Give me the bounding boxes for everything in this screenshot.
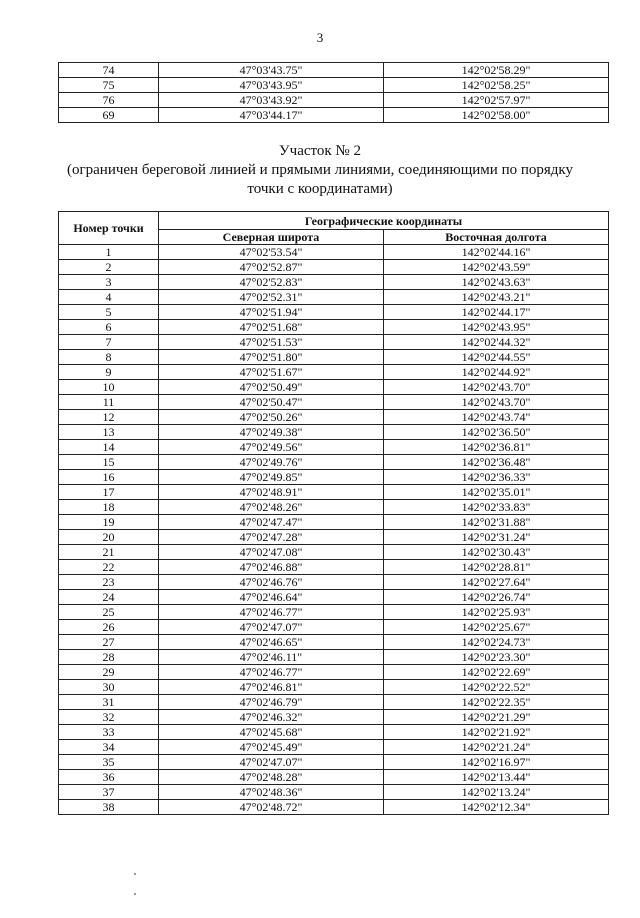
table-row — [59, 320, 609, 335]
longitude-cell: 142°02'24.73" — [384, 635, 609, 650]
table-row — [59, 800, 609, 815]
latitude-cell: 47°02'49.56" — [159, 440, 384, 455]
table-row — [59, 755, 609, 770]
latitude-cell: 47°03'43.75" — [159, 63, 384, 78]
table-row — [59, 515, 609, 530]
page-number: 3 — [316, 30, 324, 45]
point-number-cell: 1 — [59, 245, 159, 260]
latitude-cell: 47°02'46.88" — [159, 560, 384, 575]
latitude-cell: 47°02'52.31" — [159, 290, 384, 305]
table-row — [59, 650, 609, 665]
table-row — [59, 275, 609, 290]
latitude-cell: 47°02'52.83" — [159, 275, 384, 290]
table-row — [59, 440, 609, 455]
longitude-cell: 142°02'57.97" — [384, 93, 609, 108]
table-row — [59, 620, 609, 635]
longitude-cell: 142°02'28.81" — [384, 560, 609, 575]
header-latitude: Северная широта — [159, 230, 384, 245]
longitude-cell: 142°02'58.29" — [384, 63, 609, 78]
longitude-cell: 142°02'44.32" — [384, 335, 609, 350]
longitude-cell: 142°02'43.95" — [384, 320, 609, 335]
point-number-cell: 32 — [59, 710, 159, 725]
longitude-cell: 142°02'27.64" — [384, 575, 609, 590]
point-number-cell: 26 — [59, 620, 159, 635]
longitude-cell: 142°02'25.93" — [384, 605, 609, 620]
latitude-cell: 47°02'51.94" — [159, 305, 384, 320]
point-number-cell: 33 — [59, 725, 159, 740]
point-number-cell: 69 — [59, 108, 159, 123]
table-row — [59, 605, 609, 620]
table-row — [59, 545, 609, 560]
latitude-cell: 47°02'53.54" — [159, 245, 384, 260]
section-description-line1: (ограничен береговой линией и прямыми линиями, соединяющими по порядку — [66, 162, 573, 178]
table-row — [59, 710, 609, 725]
scan-speck — [134, 893, 136, 895]
table-row — [59, 93, 609, 108]
latitude-cell: 47°02'48.72" — [159, 800, 384, 815]
longitude-cell: 142°02'22.52" — [384, 680, 609, 695]
table-row — [59, 108, 609, 123]
latitude-cell: 47°02'46.79" — [159, 695, 384, 710]
longitude-cell: 142°02'13.44" — [384, 770, 609, 785]
section-description-line2: точки с координатами) — [247, 181, 393, 197]
latitude-cell: 47°02'45.68" — [159, 725, 384, 740]
latitude-cell: 47°02'50.47" — [159, 395, 384, 410]
scan-speck — [134, 873, 136, 875]
point-number-cell: 19 — [59, 515, 159, 530]
point-number-cell: 13 — [59, 425, 159, 440]
point-number-cell: 21 — [59, 545, 159, 560]
latitude-cell: 47°02'47.28" — [159, 530, 384, 545]
latitude-cell: 47°02'48.28" — [159, 770, 384, 785]
longitude-cell: 142°02'44.17" — [384, 305, 609, 320]
continued-coordinates-table — [58, 62, 609, 123]
section-heading — [0, 142, 640, 199]
table-row — [59, 305, 609, 320]
coordinates-table-body — [59, 245, 609, 815]
point-number-cell: 14 — [59, 440, 159, 455]
longitude-cell: 142°02'30.43" — [384, 545, 609, 560]
table-row — [59, 63, 609, 78]
point-number-cell: 9 — [59, 365, 159, 380]
table-row — [59, 575, 609, 590]
point-number-cell: 22 — [59, 560, 159, 575]
longitude-cell: 142°02'43.21" — [384, 290, 609, 305]
point-number-cell: 25 — [59, 605, 159, 620]
longitude-cell: 142°02'44.16" — [384, 245, 609, 260]
table-row — [59, 695, 609, 710]
table-row — [59, 635, 609, 650]
longitude-cell: 142°02'36.48" — [384, 455, 609, 470]
latitude-cell: 47°02'46.65" — [159, 635, 384, 650]
table-row — [59, 560, 609, 575]
latitude-cell: 47°02'45.49" — [159, 740, 384, 755]
longitude-cell: 142°02'31.24" — [384, 530, 609, 545]
point-number-cell: 23 — [59, 575, 159, 590]
latitude-cell: 47°02'51.53" — [159, 335, 384, 350]
point-number-cell: 17 — [59, 485, 159, 500]
table-row — [59, 590, 609, 605]
point-number-cell: 38 — [59, 800, 159, 815]
coordinates-table — [58, 211, 609, 815]
longitude-cell: 142°02'36.33" — [384, 470, 609, 485]
table-row — [59, 335, 609, 350]
point-number-cell: 5 — [59, 305, 159, 320]
latitude-cell: 47°03'44.17" — [159, 108, 384, 123]
longitude-cell: 142°02'58.25" — [384, 78, 609, 93]
table-row — [59, 245, 609, 260]
point-number-cell: 4 — [59, 290, 159, 305]
longitude-cell: 142°02'31.88" — [384, 515, 609, 530]
point-number-cell: 37 — [59, 785, 159, 800]
table-row — [59, 680, 609, 695]
point-number-cell: 30 — [59, 680, 159, 695]
point-number-cell: 2 — [59, 260, 159, 275]
longitude-cell: 142°02'43.59" — [384, 260, 609, 275]
longitude-cell: 142°02'44.92" — [384, 365, 609, 380]
continued-table-body — [59, 63, 609, 123]
table-row — [59, 530, 609, 545]
longitude-cell: 142°02'26.74" — [384, 590, 609, 605]
latitude-cell: 47°02'49.76" — [159, 455, 384, 470]
table-row — [59, 785, 609, 800]
longitude-cell: 142°02'22.35" — [384, 695, 609, 710]
longitude-cell: 142°02'21.24" — [384, 740, 609, 755]
table-row — [59, 470, 609, 485]
point-number-cell: 11 — [59, 395, 159, 410]
table-row — [59, 665, 609, 680]
point-number-cell: 3 — [59, 275, 159, 290]
longitude-cell: 142°02'44.55" — [384, 350, 609, 365]
longitude-cell: 142°02'16.97" — [384, 755, 609, 770]
point-number-cell: 36 — [59, 770, 159, 785]
table-row — [59, 260, 609, 275]
header-longitude: Восточная долгота — [384, 230, 609, 245]
longitude-cell: 142°02'13.24" — [384, 785, 609, 800]
latitude-cell: 47°02'50.26" — [159, 410, 384, 425]
point-number-cell: 75 — [59, 78, 159, 93]
longitude-cell: 142°02'33.83" — [384, 500, 609, 515]
point-number-cell: 18 — [59, 500, 159, 515]
table-row — [59, 380, 609, 395]
point-number-cell: 7 — [59, 335, 159, 350]
point-number-cell: 27 — [59, 635, 159, 650]
point-number-cell: 20 — [59, 530, 159, 545]
table-row — [59, 78, 609, 93]
table-row — [59, 485, 609, 500]
point-number-cell: 12 — [59, 410, 159, 425]
latitude-cell: 47°02'52.87" — [159, 260, 384, 275]
latitude-cell: 47°02'46.32" — [159, 710, 384, 725]
longitude-cell: 142°02'36.81" — [384, 440, 609, 455]
longitude-cell: 142°02'43.63" — [384, 275, 609, 290]
longitude-cell: 142°02'35.01" — [384, 485, 609, 500]
longitude-cell: 142°02'43.74" — [384, 410, 609, 425]
latitude-cell: 47°02'49.85" — [159, 470, 384, 485]
point-number-cell: 35 — [59, 755, 159, 770]
longitude-cell: 142°02'58.00" — [384, 108, 609, 123]
latitude-cell: 47°02'47.07" — [159, 620, 384, 635]
point-number-cell: 31 — [59, 695, 159, 710]
section-title: Участок № 2 — [279, 143, 361, 159]
longitude-cell: 142°02'43.70" — [384, 395, 609, 410]
latitude-cell: 47°02'48.26" — [159, 500, 384, 515]
latitude-cell: 47°03'43.92" — [159, 93, 384, 108]
latitude-cell: 47°02'51.80" — [159, 350, 384, 365]
longitude-cell: 142°02'36.50" — [384, 425, 609, 440]
table-row — [59, 395, 609, 410]
table-row — [59, 365, 609, 380]
point-number-cell: 24 — [59, 590, 159, 605]
table-row — [59, 770, 609, 785]
table-row — [59, 410, 609, 425]
header-geo-coordinates: Географические координаты — [159, 212, 609, 230]
table-row — [59, 425, 609, 440]
latitude-cell: 47°02'48.36" — [159, 785, 384, 800]
table-row — [59, 290, 609, 305]
longitude-cell: 142°02'12.34" — [384, 800, 609, 815]
latitude-cell: 47°02'47.08" — [159, 545, 384, 560]
point-number-cell: 6 — [59, 320, 159, 335]
latitude-cell: 47°02'47.07" — [159, 755, 384, 770]
latitude-cell: 47°02'46.77" — [159, 605, 384, 620]
point-number-cell: 15 — [59, 455, 159, 470]
longitude-cell: 142°02'21.29" — [384, 710, 609, 725]
table-row — [59, 350, 609, 365]
point-number-cell: 74 — [59, 63, 159, 78]
table-row — [59, 725, 609, 740]
longitude-cell: 142°02'25.67" — [384, 620, 609, 635]
longitude-cell: 142°02'21.92" — [384, 725, 609, 740]
latitude-cell: 47°02'46.11" — [159, 650, 384, 665]
point-number-cell: 10 — [59, 380, 159, 395]
longitude-cell: 142°02'22.69" — [384, 665, 609, 680]
table-row — [59, 500, 609, 515]
latitude-cell: 47°02'49.38" — [159, 425, 384, 440]
header-point-number: Номер точки — [59, 212, 159, 245]
point-number-cell: 8 — [59, 350, 159, 365]
point-number-cell: 34 — [59, 740, 159, 755]
latitude-cell: 47°02'46.76" — [159, 575, 384, 590]
latitude-cell: 47°02'46.81" — [159, 680, 384, 695]
latitude-cell: 47°02'47.47" — [159, 515, 384, 530]
coordinates-table-header — [59, 212, 609, 245]
latitude-cell: 47°02'48.91" — [159, 485, 384, 500]
latitude-cell: 47°02'46.77" — [159, 665, 384, 680]
longitude-cell: 142°02'43.70" — [384, 380, 609, 395]
longitude-cell: 142°02'23.30" — [384, 650, 609, 665]
latitude-cell: 47°02'51.67" — [159, 365, 384, 380]
point-number-cell: 16 — [59, 470, 159, 485]
point-number-cell: 76 — [59, 93, 159, 108]
latitude-cell: 47°02'51.68" — [159, 320, 384, 335]
table-row — [59, 455, 609, 470]
latitude-cell: 47°02'50.49" — [159, 380, 384, 395]
latitude-cell: 47°03'43.95" — [159, 78, 384, 93]
point-number-cell: 29 — [59, 665, 159, 680]
point-number-cell: 28 — [59, 650, 159, 665]
table-row — [59, 740, 609, 755]
latitude-cell: 47°02'46.64" — [159, 590, 384, 605]
